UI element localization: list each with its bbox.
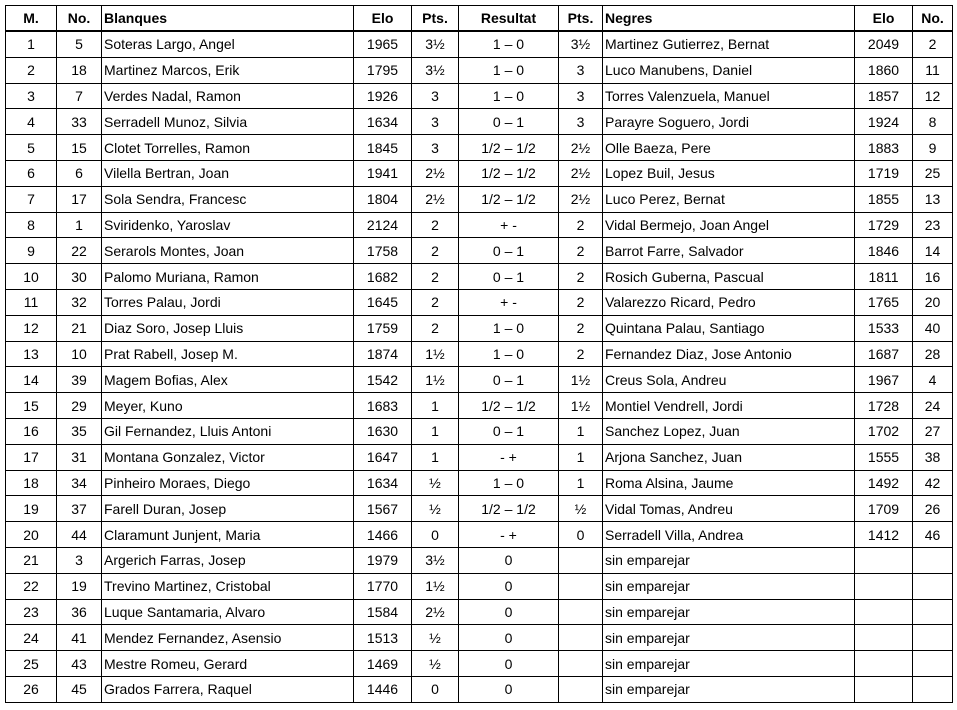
white-player-cell: Sola Sendra, Francesc: [102, 186, 354, 212]
white-elo-cell: 1446: [354, 676, 412, 702]
result-cell: + -: [459, 212, 559, 238]
black-elo-cell: 1533: [855, 315, 913, 341]
white-number-cell: 22: [57, 238, 102, 264]
black-elo-cell: 1719: [855, 160, 913, 186]
white-number-cell: 17: [57, 186, 102, 212]
table-row: [6, 393, 953, 419]
black-player-cell: Martinez Gutierrez, Bernat: [603, 31, 855, 57]
white-points-cell: 3: [412, 135, 459, 161]
white-points-cell: 2: [412, 238, 459, 264]
table-row: [6, 418, 953, 444]
white-elo-cell: 1874: [354, 341, 412, 367]
black-points-cell: [559, 676, 603, 702]
black-number-cell: 12: [913, 83, 953, 109]
result-cell: 1 – 0: [459, 341, 559, 367]
white-number-cell: 3: [57, 547, 102, 573]
white-number-cell: 35: [57, 418, 102, 444]
white-points-cell: ½: [412, 651, 459, 677]
header-round-number: M.: [6, 6, 57, 32]
black-points-cell: 2½: [559, 160, 603, 186]
table-row: [6, 186, 953, 212]
black-points-cell: ½: [559, 496, 603, 522]
black-elo-cell: 1967: [855, 367, 913, 393]
black-player-cell: Olle Baeza, Pere: [603, 135, 855, 161]
result-cell: 1/2 – 1/2: [459, 186, 559, 212]
white-player-cell: Palomo Muriana, Ramon: [102, 264, 354, 290]
white-number-cell: 43: [57, 651, 102, 677]
black-points-cell: 1: [559, 470, 603, 496]
white-elo-cell: 1965: [354, 31, 412, 57]
black-number-cell: 13: [913, 186, 953, 212]
result-cell: 0 – 1: [459, 109, 559, 135]
black-player-cell: Luco Manubens, Daniel: [603, 57, 855, 83]
board-number-cell: 14: [6, 367, 57, 393]
result-cell: 0 – 1: [459, 367, 559, 393]
header-black-number: No.: [913, 6, 953, 32]
table-row: [6, 341, 953, 367]
black-elo-cell: 1811: [855, 264, 913, 290]
board-number-cell: 13: [6, 341, 57, 367]
black-number-cell: 24: [913, 393, 953, 419]
black-points-cell: 2: [559, 264, 603, 290]
black-player-cell: Luco Perez, Bernat: [603, 186, 855, 212]
white-number-cell: 21: [57, 315, 102, 341]
black-player-cell: sin emparejar: [603, 651, 855, 677]
black-number-cell: 4: [913, 367, 953, 393]
black-player-cell: Serradell Villa, Andrea: [603, 522, 855, 548]
header-black-elo: Elo: [855, 6, 913, 32]
black-player-cell: Roma Alsina, Jaume: [603, 470, 855, 496]
black-elo-cell: 1855: [855, 186, 913, 212]
table-row: [6, 109, 953, 135]
white-number-cell: 36: [57, 599, 102, 625]
white-points-cell: 2: [412, 212, 459, 238]
white-player-cell: Serarols Montes, Joan: [102, 238, 354, 264]
table-row: [6, 547, 953, 573]
black-elo-cell: 1883: [855, 135, 913, 161]
black-points-cell: 3: [559, 109, 603, 135]
black-player-cell: Torres Valenzuela, Manuel: [603, 83, 855, 109]
white-player-cell: Luque Santamaria, Alvaro: [102, 599, 354, 625]
board-number-cell: 24: [6, 625, 57, 651]
black-number-cell: 16: [913, 264, 953, 290]
white-points-cell: 1: [412, 444, 459, 470]
black-number-cell: [913, 651, 953, 677]
white-elo-cell: 1979: [354, 547, 412, 573]
black-elo-cell: [855, 573, 913, 599]
black-points-cell: 3: [559, 83, 603, 109]
white-number-cell: 41: [57, 625, 102, 651]
black-player-cell: sin emparejar: [603, 625, 855, 651]
board-number-cell: 25: [6, 651, 57, 677]
black-number-cell: [913, 676, 953, 702]
result-cell: 0: [459, 599, 559, 625]
black-elo-cell: 1728: [855, 393, 913, 419]
black-elo-cell: 1702: [855, 418, 913, 444]
white-number-cell: 7: [57, 83, 102, 109]
black-elo-cell: 1412: [855, 522, 913, 548]
white-number-cell: 6: [57, 160, 102, 186]
board-number-cell: 12: [6, 315, 57, 341]
result-cell: - +: [459, 522, 559, 548]
black-number-cell: [913, 625, 953, 651]
black-points-cell: [559, 651, 603, 677]
white-number-cell: 5: [57, 31, 102, 57]
black-number-cell: 27: [913, 418, 953, 444]
black-number-cell: 25: [913, 160, 953, 186]
black-points-cell: [559, 625, 603, 651]
white-points-cell: 2½: [412, 186, 459, 212]
table-row: [6, 676, 953, 702]
white-player-cell: Diaz Soro, Josep Lluis: [102, 315, 354, 341]
board-number-cell: 15: [6, 393, 57, 419]
white-number-cell: 1: [57, 212, 102, 238]
header-white-points: Pts.: [412, 6, 459, 32]
black-number-cell: 26: [913, 496, 953, 522]
white-number-cell: 30: [57, 264, 102, 290]
white-player-cell: Vilella Bertran, Joan: [102, 160, 354, 186]
white-elo-cell: 1513: [354, 625, 412, 651]
board-number-cell: 16: [6, 418, 57, 444]
table-row: [6, 496, 953, 522]
white-player-cell: Sviridenko, Yaroslav: [102, 212, 354, 238]
white-number-cell: 19: [57, 573, 102, 599]
board-number-cell: 20: [6, 522, 57, 548]
black-number-cell: 9: [913, 135, 953, 161]
result-cell: - +: [459, 444, 559, 470]
black-elo-cell: 1709: [855, 496, 913, 522]
black-elo-cell: [855, 651, 913, 677]
board-number-cell: 1: [6, 31, 57, 57]
black-number-cell: 2: [913, 31, 953, 57]
table-row: [6, 135, 953, 161]
black-number-cell: 23: [913, 212, 953, 238]
black-points-cell: 3: [559, 57, 603, 83]
table-row: [6, 57, 953, 83]
white-player-cell: Trevino Martinez, Cristobal: [102, 573, 354, 599]
table-row: [6, 264, 953, 290]
black-points-cell: 2: [559, 289, 603, 315]
black-number-cell: 8: [913, 109, 953, 135]
board-number-cell: 9: [6, 238, 57, 264]
result-cell: 0 – 1: [459, 418, 559, 444]
white-player-cell: Meyer, Kuno: [102, 393, 354, 419]
white-player-cell: Mendez Fernandez, Asensio: [102, 625, 354, 651]
black-elo-cell: 1860: [855, 57, 913, 83]
black-player-cell: sin emparejar: [603, 547, 855, 573]
white-points-cell: 0: [412, 676, 459, 702]
board-number-cell: 4: [6, 109, 57, 135]
board-number-cell: 11: [6, 289, 57, 315]
result-cell: 1/2 – 1/2: [459, 496, 559, 522]
white-elo-cell: 1466: [354, 522, 412, 548]
black-player-cell: Barrot Farre, Salvador: [603, 238, 855, 264]
black-number-cell: 20: [913, 289, 953, 315]
table-row: [6, 315, 953, 341]
white-elo-cell: 1845: [354, 135, 412, 161]
white-number-cell: 32: [57, 289, 102, 315]
white-number-cell: 10: [57, 341, 102, 367]
black-elo-cell: 1492: [855, 470, 913, 496]
white-points-cell: 1: [412, 393, 459, 419]
table-row: [6, 522, 953, 548]
white-points-cell: 1½: [412, 573, 459, 599]
white-points-cell: 1: [412, 418, 459, 444]
result-cell: 0: [459, 547, 559, 573]
board-number-cell: 17: [6, 444, 57, 470]
white-player-cell: Montana Gonzalez, Victor: [102, 444, 354, 470]
black-points-cell: 2: [559, 315, 603, 341]
result-cell: 1 – 0: [459, 315, 559, 341]
table-row: [6, 444, 953, 470]
white-number-cell: 34: [57, 470, 102, 496]
header-white-player: Blanques: [102, 6, 354, 32]
white-points-cell: 1½: [412, 367, 459, 393]
black-points-cell: 1: [559, 444, 603, 470]
white-player-cell: Prat Rabell, Josep M.: [102, 341, 354, 367]
white-points-cell: ½: [412, 496, 459, 522]
black-player-cell: sin emparejar: [603, 573, 855, 599]
white-player-cell: Verdes Nadal, Ramon: [102, 83, 354, 109]
header-black-player: Negres: [603, 6, 855, 32]
black-elo-cell: 1846: [855, 238, 913, 264]
black-player-cell: Arjona Sanchez, Juan: [603, 444, 855, 470]
header-result: Resultat: [459, 6, 559, 32]
result-cell: 1 – 0: [459, 83, 559, 109]
white-elo-cell: 1469: [354, 651, 412, 677]
black-elo-cell: 2049: [855, 31, 913, 57]
white-player-cell: Clotet Torrelles, Ramon: [102, 135, 354, 161]
result-cell: 1 – 0: [459, 57, 559, 83]
black-points-cell: 2½: [559, 135, 603, 161]
header-white-number: No.: [57, 6, 102, 32]
header-black-points: Pts.: [559, 6, 603, 32]
white-points-cell: ½: [412, 625, 459, 651]
white-elo-cell: 1630: [354, 418, 412, 444]
white-points-cell: 3: [412, 109, 459, 135]
white-number-cell: 39: [57, 367, 102, 393]
result-cell: 0 – 1: [459, 238, 559, 264]
white-points-cell: 3½: [412, 547, 459, 573]
board-number-cell: 3: [6, 83, 57, 109]
black-points-cell: [559, 573, 603, 599]
black-points-cell: 2: [559, 238, 603, 264]
black-points-cell: 2½: [559, 186, 603, 212]
board-number-cell: 7: [6, 186, 57, 212]
white-elo-cell: 1759: [354, 315, 412, 341]
black-elo-cell: [855, 625, 913, 651]
pairings-table: [5, 5, 953, 703]
black-player-cell: Lopez Buil, Jesus: [603, 160, 855, 186]
white-elo-cell: 1647: [354, 444, 412, 470]
white-player-cell: Soteras Largo, Angel: [102, 31, 354, 57]
black-player-cell: sin emparejar: [603, 676, 855, 702]
white-points-cell: 3: [412, 83, 459, 109]
white-number-cell: 37: [57, 496, 102, 522]
black-player-cell: Vidal Tomas, Andreu: [603, 496, 855, 522]
white-player-cell: Mestre Romeu, Gerard: [102, 651, 354, 677]
table-row: [6, 83, 953, 109]
result-cell: 1/2 – 1/2: [459, 135, 559, 161]
result-cell: 1 – 0: [459, 31, 559, 57]
white-elo-cell: 1584: [354, 599, 412, 625]
white-elo-cell: 1567: [354, 496, 412, 522]
white-elo-cell: 2124: [354, 212, 412, 238]
board-number-cell: 21: [6, 547, 57, 573]
table-row: [6, 238, 953, 264]
white-player-cell: Farell Duran, Josep: [102, 496, 354, 522]
black-points-cell: 1½: [559, 367, 603, 393]
white-player-cell: Serradell Munoz, Silvia: [102, 109, 354, 135]
white-player-cell: Gil Fernandez, Lluis Antoni: [102, 418, 354, 444]
black-points-cell: 3½: [559, 31, 603, 57]
black-points-cell: 2: [559, 212, 603, 238]
white-points-cell: 3½: [412, 57, 459, 83]
black-number-cell: [913, 547, 953, 573]
black-number-cell: 14: [913, 238, 953, 264]
black-player-cell: Montiel Vendrell, Jordi: [603, 393, 855, 419]
white-player-cell: Magem Bofias, Alex: [102, 367, 354, 393]
white-elo-cell: 1634: [354, 470, 412, 496]
result-cell: 0: [459, 573, 559, 599]
board-number-cell: 19: [6, 496, 57, 522]
result-cell: + -: [459, 289, 559, 315]
white-number-cell: 44: [57, 522, 102, 548]
black-number-cell: 40: [913, 315, 953, 341]
white-elo-cell: 1682: [354, 264, 412, 290]
black-elo-cell: [855, 547, 913, 573]
white-points-cell: 2: [412, 289, 459, 315]
white-points-cell: 2½: [412, 599, 459, 625]
white-elo-cell: 1683: [354, 393, 412, 419]
white-number-cell: 18: [57, 57, 102, 83]
black-points-cell: [559, 547, 603, 573]
white-player-cell: Grados Farrera, Raquel: [102, 676, 354, 702]
white-player-cell: Torres Palau, Jordi: [102, 289, 354, 315]
table-row: [6, 289, 953, 315]
black-elo-cell: 1729: [855, 212, 913, 238]
black-number-cell: [913, 573, 953, 599]
board-number-cell: 10: [6, 264, 57, 290]
table-row: [6, 367, 953, 393]
white-points-cell: 0: [412, 522, 459, 548]
black-elo-cell: 1857: [855, 83, 913, 109]
white-elo-cell: 1542: [354, 367, 412, 393]
black-player-cell: Vidal Bermejo, Joan Angel: [603, 212, 855, 238]
white-player-cell: Argerich Farras, Josep: [102, 547, 354, 573]
black-elo-cell: [855, 599, 913, 625]
header-row: [6, 6, 953, 32]
black-player-cell: Sanchez Lopez, Juan: [603, 418, 855, 444]
white-number-cell: 33: [57, 109, 102, 135]
black-number-cell: [913, 599, 953, 625]
white-player-cell: Pinheiro Moraes, Diego: [102, 470, 354, 496]
white-points-cell: 2: [412, 315, 459, 341]
black-player-cell: Parayre Soguero, Jordi: [603, 109, 855, 135]
result-cell: 0 – 1: [459, 264, 559, 290]
black-number-cell: 28: [913, 341, 953, 367]
white-elo-cell: 1795: [354, 57, 412, 83]
result-cell: 0: [459, 676, 559, 702]
white-number-cell: 15: [57, 135, 102, 161]
board-number-cell: 2: [6, 57, 57, 83]
black-points-cell: [559, 599, 603, 625]
board-number-cell: 18: [6, 470, 57, 496]
table-row: [6, 160, 953, 186]
white-elo-cell: 1634: [354, 109, 412, 135]
table-row: [6, 212, 953, 238]
black-elo-cell: 1924: [855, 109, 913, 135]
table-row: [6, 573, 953, 599]
white-points-cell: 2: [412, 264, 459, 290]
table-row: [6, 470, 953, 496]
white-player-cell: Martinez Marcos, Erik: [102, 57, 354, 83]
white-elo-cell: 1758: [354, 238, 412, 264]
white-elo-cell: 1645: [354, 289, 412, 315]
black-player-cell: Quintana Palau, Santiago: [603, 315, 855, 341]
table-row: [6, 651, 953, 677]
black-player-cell: sin emparejar: [603, 599, 855, 625]
result-cell: 1 – 0: [459, 470, 559, 496]
black-player-cell: Valarezzo Ricard, Pedro: [603, 289, 855, 315]
board-number-cell: 23: [6, 599, 57, 625]
result-cell: 1/2 – 1/2: [459, 393, 559, 419]
black-points-cell: 2: [559, 341, 603, 367]
result-cell: 0: [459, 651, 559, 677]
result-cell: 1/2 – 1/2: [459, 160, 559, 186]
black-player-cell: Fernandez Diaz, Jose Antonio: [603, 341, 855, 367]
black-player-cell: Rosich Guberna, Pascual: [603, 264, 855, 290]
black-player-cell: Creus Sola, Andreu: [603, 367, 855, 393]
white-number-cell: 31: [57, 444, 102, 470]
table-row: [6, 599, 953, 625]
white-number-cell: 45: [57, 676, 102, 702]
board-number-cell: 26: [6, 676, 57, 702]
white-points-cell: 3½: [412, 31, 459, 57]
white-elo-cell: 1804: [354, 186, 412, 212]
board-number-cell: 8: [6, 212, 57, 238]
black-points-cell: 0: [559, 522, 603, 548]
black-points-cell: 1½: [559, 393, 603, 419]
white-points-cell: 1½: [412, 341, 459, 367]
board-number-cell: 6: [6, 160, 57, 186]
white-points-cell: ½: [412, 470, 459, 496]
white-elo-cell: 1941: [354, 160, 412, 186]
white-elo-cell: 1770: [354, 573, 412, 599]
black-number-cell: 11: [913, 57, 953, 83]
header-white-elo: Elo: [354, 6, 412, 32]
black-elo-cell: [855, 676, 913, 702]
white-elo-cell: 1926: [354, 83, 412, 109]
black-number-cell: 42: [913, 470, 953, 496]
table-row: [6, 625, 953, 651]
black-elo-cell: 1687: [855, 341, 913, 367]
black-points-cell: 1: [559, 418, 603, 444]
black-number-cell: 38: [913, 444, 953, 470]
pairings-body: [6, 31, 953, 702]
board-number-cell: 22: [6, 573, 57, 599]
black-elo-cell: 1555: [855, 444, 913, 470]
board-number-cell: 5: [6, 135, 57, 161]
black-elo-cell: 1765: [855, 289, 913, 315]
white-points-cell: 2½: [412, 160, 459, 186]
white-player-cell: Claramunt Junjent, Maria: [102, 522, 354, 548]
white-number-cell: 29: [57, 393, 102, 419]
result-cell: 0: [459, 625, 559, 651]
black-number-cell: 46: [913, 522, 953, 548]
table-row: [6, 31, 953, 57]
